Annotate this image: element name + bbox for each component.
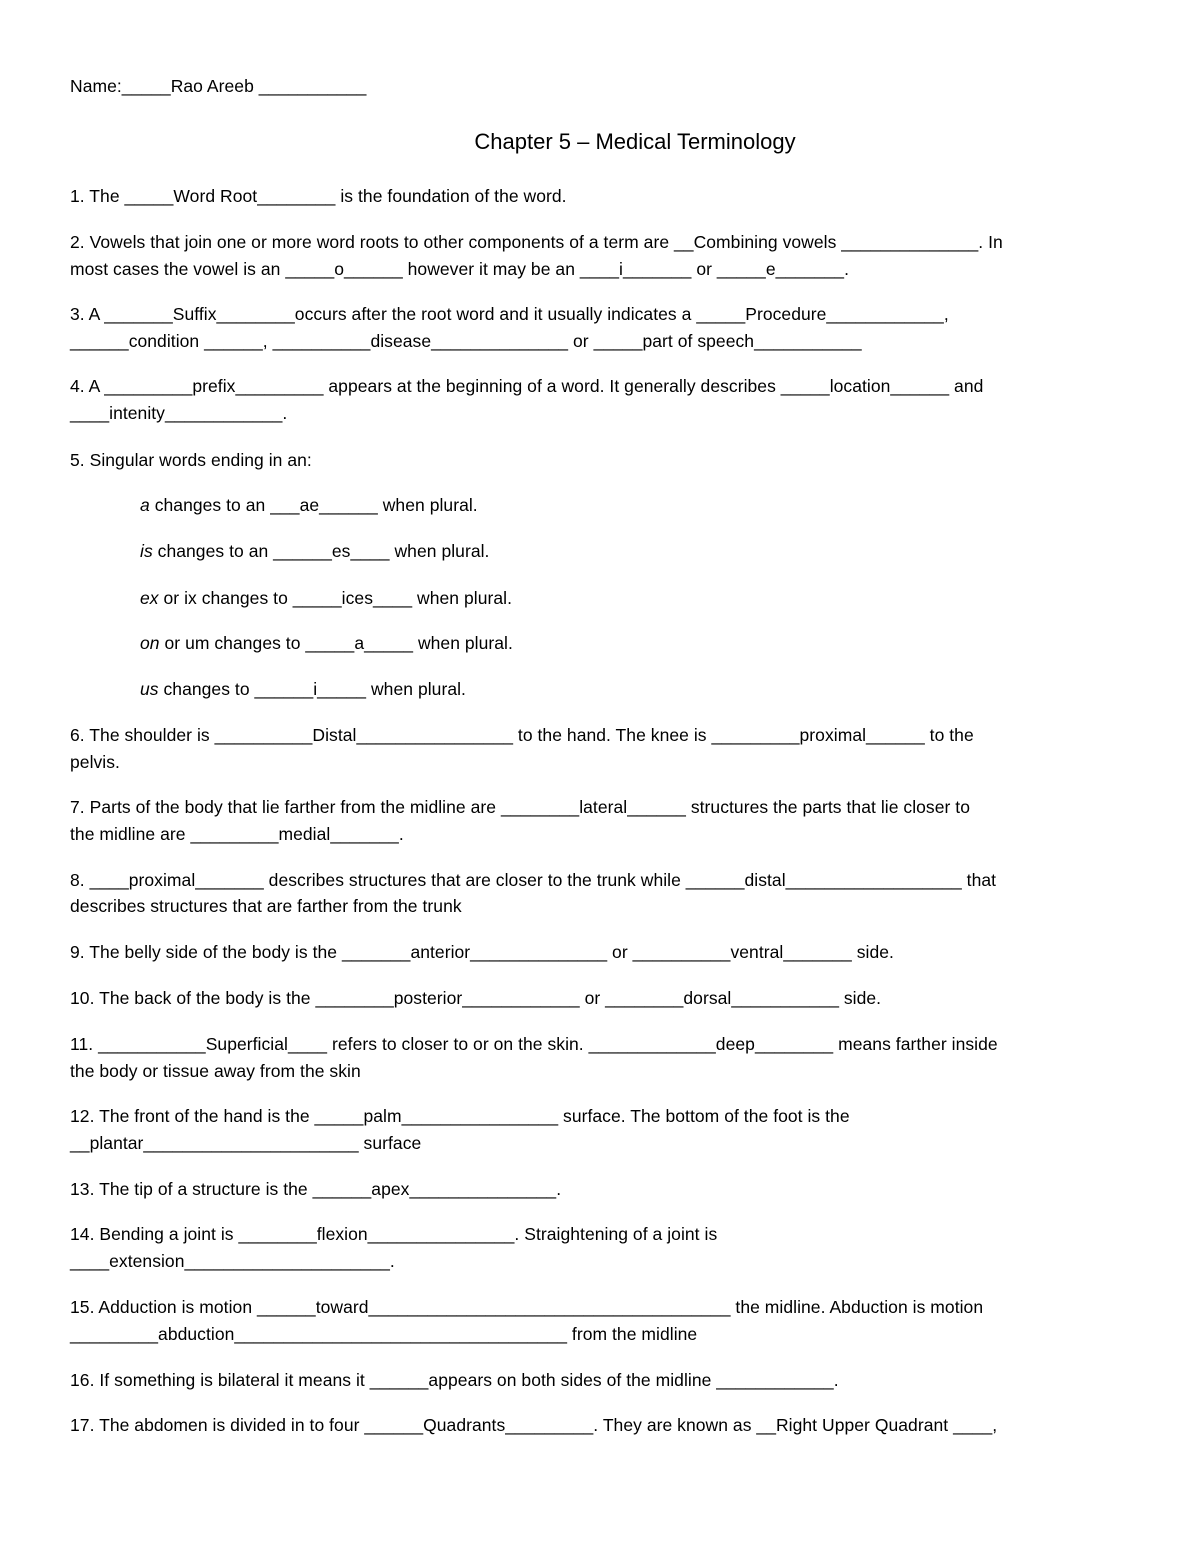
question-4-line-1: 4. A _________prefix_________ appears at the beginning of a word. It generally describes _____location______ and (70, 376, 984, 396)
question-8-line-1: 8. ____proximal_______ describes structures that are closer to the trunk while ______distal__________________ that (70, 870, 997, 890)
question-7-line-1: 7. Parts of the body that lie farther from the midline are ________lateral______ structures the parts that lie closer to (70, 797, 970, 817)
plural-ending: us (140, 679, 159, 699)
question-2-line-2: most cases the vowel is an _____o______ however it may be an ____i_______ or _____e_______. (70, 259, 850, 279)
question-17: 17. The abdomen is divided in to four ______Quadrants_________. They are known as __Right Upper Quadrant ____, (70, 1415, 998, 1435)
question-14-line-1: 14. Bending a joint is ________flexion_______________. Straightening of a joint is (70, 1224, 718, 1244)
question-3-line-2: ______condition ______, __________disease______________ or _____part of speech___________ (70, 331, 862, 351)
question-9: 9. The belly side of the body is the _______anterior______________ or __________ventral_______ side. (70, 942, 894, 962)
question-6-line-2: pelvis. (70, 752, 120, 772)
plural-ending: on (140, 633, 160, 653)
question-6-line-1: 6. The shoulder is __________Distal________________ to the hand. The knee is _________proximal______ to the (70, 725, 974, 745)
page-title: Chapter 5 – Medical Terminology (474, 129, 796, 154)
question-3-line-1: 3. A _______Suffix________occurs after the root word and it usually indicates a _____Procedure____________, (70, 304, 949, 324)
question-12-line-1: 12. The front of the hand is the _____palm________________ surface. The bottom of the foot is the (70, 1106, 850, 1126)
plural-rule (140, 494, 478, 516)
question-14-line-2: ____extension_____________________. (70, 1251, 395, 1271)
plural-rule-text: changes to an ______es____ when plural. (152, 541, 490, 561)
plural-rule (140, 540, 489, 562)
question-15-line-2: _________abduction__________________________________ from the midline (70, 1324, 698, 1344)
question-4-line-2: ____intenity____________. (70, 403, 288, 423)
plural-ending: is (140, 541, 153, 561)
plural-rule (140, 678, 466, 700)
question-15-line-1: 15. Adduction is motion ______toward_____________________________________ the midline. Abduction is motion (70, 1297, 984, 1317)
question-12-line-2: __plantar______________________ surface (70, 1133, 422, 1153)
plural-rule (140, 632, 513, 654)
plural-rule-text: or um changes to _____a_____ when plural. (159, 633, 513, 653)
question-10: 10. The back of the body is the ________posterior____________ or ________dorsal___________ side. (70, 988, 882, 1008)
question-16: 16. If something is bilateral it means it ______appears on both sides of the midline ____________. (70, 1370, 839, 1390)
question-8-line-2: describes structures that are farther from the trunk (70, 896, 462, 916)
plural-rule-text: or ix changes to _____ices____ when plural. (158, 588, 512, 608)
plural-rule-text: changes to ______i_____ when plural. (158, 679, 466, 699)
plural-rule-text: changes to an ___ae______ when plural. (149, 495, 478, 515)
question-7-line-2: the midline are _________medial_______. (70, 824, 404, 844)
question-5: 5. Singular words ending in an: (70, 450, 312, 470)
question-1: 1. The _____Word Root________ is the foundation of the word. (70, 186, 567, 206)
question-11-line-1: 11. ___________Superficial____ refers to closer to or on the skin. _____________deep________ means farther inside (70, 1034, 998, 1054)
plural-ending: a (140, 495, 150, 515)
question-11-line-2: the body or tissue away from the skin (70, 1061, 361, 1081)
name-line: Name:_____Rao Areeb ___________ (70, 76, 367, 96)
plural-ending: ex (140, 588, 159, 608)
question-2-line-1: 2. Vowels that join one or more word roots to other components of a term are __Combining vowels ______________. In (70, 232, 1003, 252)
question-13: 13. The tip of a structure is the ______apex_______________. (70, 1179, 562, 1199)
plural-rule (140, 587, 512, 609)
